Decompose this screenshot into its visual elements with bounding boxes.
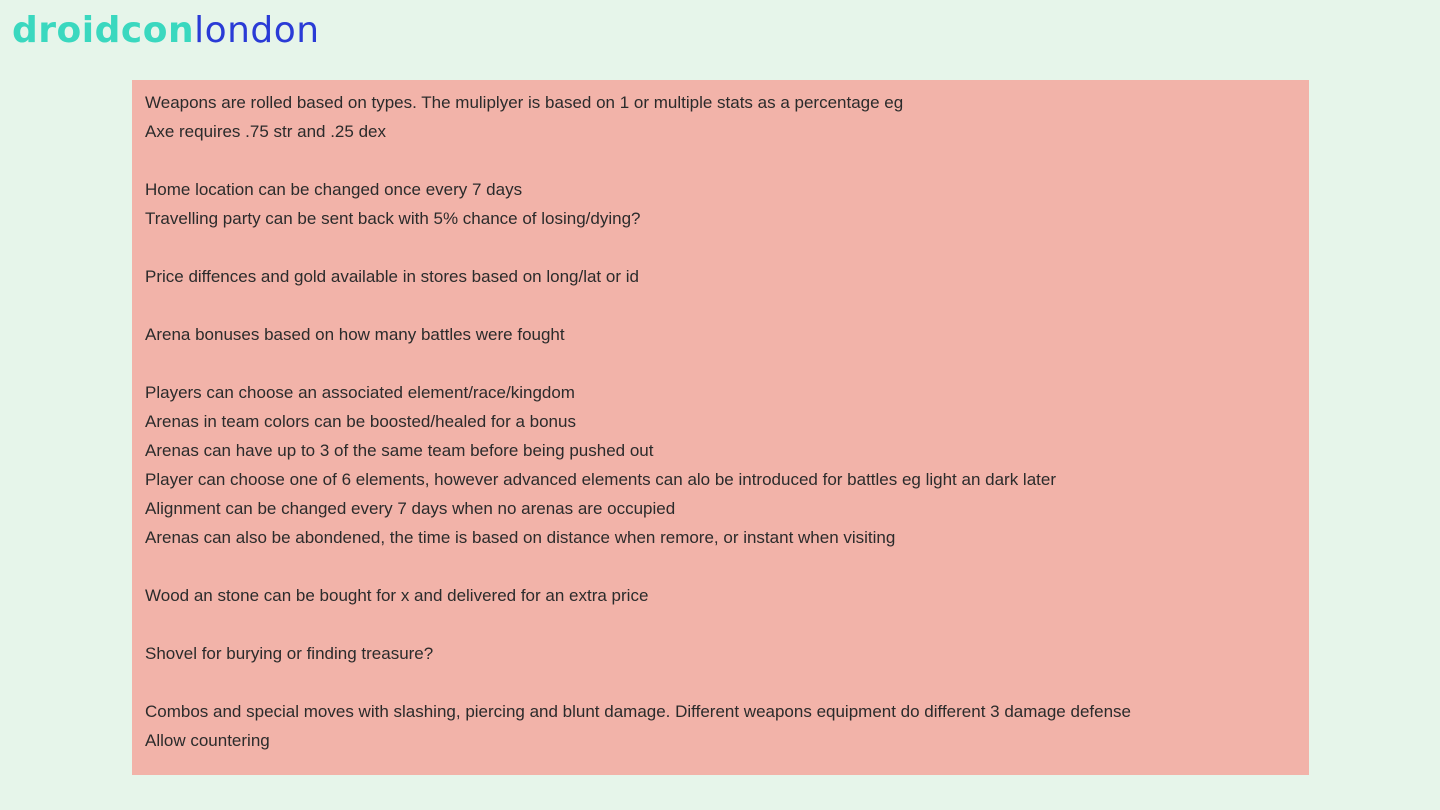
note-line: Arenas can have up to 3 of the same team before being pushed out xyxy=(145,441,654,460)
note-line: Alignment can be changed every 7 days when no arenas are occupied xyxy=(145,499,676,518)
note-line: Arena bonuses based on how many battles were fought xyxy=(145,325,565,344)
note-line-blank xyxy=(145,291,1296,320)
note-line-blank xyxy=(145,610,1296,639)
note-line-blank xyxy=(145,349,1296,378)
logo-text-droidcon: droidcon xyxy=(12,10,195,51)
note-line-blank xyxy=(145,146,1296,175)
droidcon-london-logo xyxy=(12,8,320,54)
logo-text-london: london xyxy=(194,10,320,51)
note-line: Players can choose an associated element/race/kingdom xyxy=(145,383,575,402)
note-line: Travelling party can be sent back with 5% chance of losing/dying? xyxy=(145,209,641,228)
note-line: Arenas in team colors can be boosted/healed for a bonus xyxy=(145,412,576,431)
note-line: Price diffences and gold available in stores based on long/lat or id xyxy=(145,267,639,286)
note-line: Weapons are rolled based on types. The muliplyer is based on 1 or multiple stats as a percentage eg xyxy=(145,93,904,112)
note-line-blank xyxy=(145,668,1296,697)
note-line: Player can choose one of 6 elements, however advanced elements can alo be introduced for battles eg light an dark later xyxy=(145,470,1057,489)
notes-box xyxy=(132,80,1309,775)
note-line-blank xyxy=(145,552,1296,581)
note-line: Combos and special moves with slashing, piercing and blunt damage. Different weapons equipment do different 3 damage defense xyxy=(145,702,1131,721)
note-line: Wood an stone can be bought for x and delivered for an extra price xyxy=(145,586,649,605)
note-line-blank xyxy=(145,233,1296,262)
note-line: Home location can be changed once every 7 days xyxy=(145,180,523,199)
note-line: Axe requires .75 str and .25 dex xyxy=(145,122,386,141)
note-line: Shovel for burying or finding treasure? xyxy=(145,644,434,663)
note-line: Arenas can also be abondened, the time is based on distance when remore, or instant when visiting xyxy=(145,528,896,547)
note-line: Allow countering xyxy=(145,731,270,750)
